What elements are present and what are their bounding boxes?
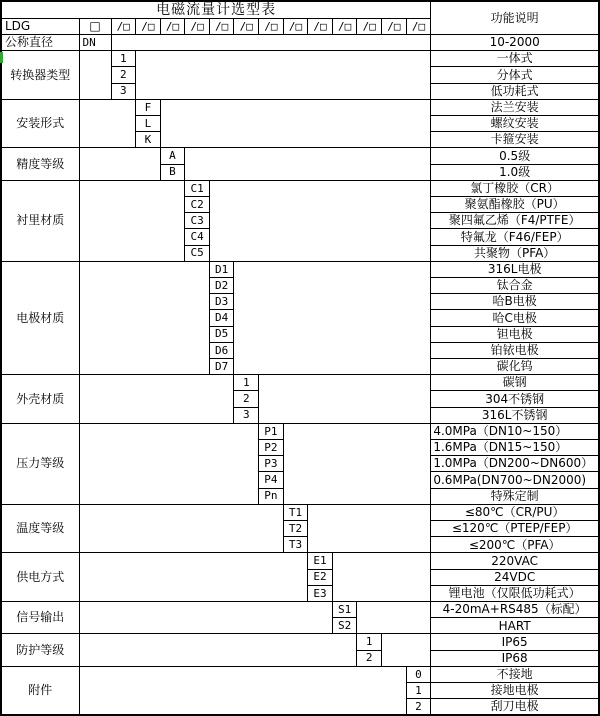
model-slot-2: /□ <box>136 18 161 34</box>
code-cell-6-0: P1 <box>259 423 284 439</box>
code-cell-2-1: B <box>160 164 185 180</box>
left-spacer-4 <box>79 261 209 374</box>
code-cell-8-2: E3 <box>308 585 333 601</box>
function-cell-11-2: 刮刀电极 <box>431 699 599 715</box>
function-cell-1-0: 法兰安装 <box>431 99 599 115</box>
code-cell-3-2: C3 <box>185 213 210 229</box>
category-label-3: 衬里材质 <box>1 180 79 261</box>
function-cell-11-1: 接地电极 <box>431 683 599 699</box>
code-cell-5-1: 2 <box>234 391 259 407</box>
function-column-header: 功能说明 <box>431 1 599 34</box>
function-cell-6-1: 1.6MPa（DN15~150） <box>431 439 599 455</box>
function-cell-0-0: 一体式 <box>431 51 599 67</box>
code-cell-6-1: P2 <box>259 439 284 455</box>
model-slot-4: /□ <box>185 18 210 34</box>
code-cell-4-3: D4 <box>209 310 234 326</box>
function-cell-5-0: 碳钢 <box>431 375 599 391</box>
model-box: □ <box>79 18 111 34</box>
function-cell-5-2: 316L不锈钢 <box>431 407 599 423</box>
function-cell-8-2: 锂电池（仅限低功耗式） <box>431 585 599 601</box>
code-cell-11-0: 0 <box>406 666 431 682</box>
model-slot-5: /□ <box>209 18 234 34</box>
function-cell-7-0: ≤80℃（CR/PU） <box>431 504 599 520</box>
category-label-2: 精度等级 <box>1 148 79 180</box>
model-slot-6: /□ <box>234 18 259 34</box>
function-cell-6-3: 0.6MPa(DN700~DN2000) <box>431 472 599 488</box>
code-cell-9-0: S1 <box>332 602 357 618</box>
left-spacer-9 <box>79 602 332 634</box>
right-spacer-5 <box>259 375 431 424</box>
left-spacer-6 <box>79 423 259 504</box>
code-cell-3-1: C2 <box>185 196 210 212</box>
model-slot-12: /□ <box>382 18 407 34</box>
function-cell-10-1: IP68 <box>431 650 599 666</box>
model-slot-9: /□ <box>308 18 333 34</box>
category-label-4: 电极材质 <box>1 261 79 374</box>
function-cell-1-1: 螺纹安装 <box>431 115 599 131</box>
model-slot-11: /□ <box>357 18 382 34</box>
category-label-7: 温度等级 <box>1 504 79 553</box>
model-prefix: LDG <box>1 18 79 34</box>
category-label-10: 防护等级 <box>1 634 79 666</box>
code-cell-1-1: L <box>136 115 161 131</box>
code-cell-7-2: T3 <box>283 537 308 553</box>
code-cell-8-0: E1 <box>308 553 333 569</box>
code-cell-0-0: 1 <box>111 51 136 67</box>
function-cell-diameter: 10-2000 <box>431 34 599 50</box>
function-cell-3-0: 氯丁橡胶（CR） <box>431 180 599 196</box>
table-title: 电磁流量计选型表 <box>1 1 431 18</box>
right-spacer-3 <box>209 180 430 261</box>
code-cell-11-1: 1 <box>406 683 431 699</box>
spacer-cell <box>111 34 431 50</box>
model-slot-8: /□ <box>283 18 308 34</box>
model-slot-1: /□ <box>111 18 136 34</box>
left-spacer-1 <box>79 99 136 148</box>
function-cell-5-1: 304不锈钢 <box>431 391 599 407</box>
left-spacer-8 <box>79 553 308 602</box>
function-cell-8-1: 24VDC <box>431 569 599 585</box>
left-spacer-11 <box>79 666 406 715</box>
code-cell-6-4: Pn <box>259 488 284 504</box>
function-cell-1-2: 卡箍安装 <box>431 132 599 148</box>
code-cell-4-0: D1 <box>209 261 234 277</box>
scan-artifact-green <box>0 52 3 63</box>
function-cell-2-1: 1.0级 <box>431 164 599 180</box>
function-cell-10-0: IP65 <box>431 634 599 650</box>
right-spacer-0 <box>136 51 431 100</box>
function-cell-9-0: 4-20mA+RS485（标配） <box>431 602 599 618</box>
code-cell-4-2: D3 <box>209 294 234 310</box>
function-cell-4-4: 钽电极 <box>431 326 599 342</box>
function-cell-3-2: 聚四氟乙烯（F4/PTFE） <box>431 213 599 229</box>
function-cell-0-1: 分体式 <box>431 67 599 83</box>
code-cell-7-1: T2 <box>283 521 308 537</box>
code-cell-11-2: 2 <box>406 699 431 715</box>
code-cell-10-1: 2 <box>357 650 382 666</box>
model-slot-7: /□ <box>259 18 284 34</box>
code-cell-1-2: K <box>136 132 161 148</box>
category-label-11: 附件 <box>1 666 79 715</box>
right-spacer-8 <box>332 553 430 602</box>
left-spacer-2 <box>79 148 160 180</box>
model-slot-10: /□ <box>332 18 357 34</box>
function-cell-11-0: 不接地 <box>431 666 599 682</box>
code-cell-9-1: S2 <box>332 618 357 634</box>
function-cell-4-2: 哈B电极 <box>431 294 599 310</box>
function-cell-6-2: 1.0MPa（DN200~DN600） <box>431 456 599 472</box>
function-cell-4-5: 铂铱电极 <box>431 342 599 358</box>
code-cell-1-0: F <box>136 99 161 115</box>
right-spacer-2 <box>185 148 431 180</box>
category-label-9: 信号输出 <box>1 602 79 634</box>
category-label-8: 供电方式 <box>1 553 79 602</box>
right-spacer-4 <box>234 261 431 374</box>
code-cell-5-2: 3 <box>234 407 259 423</box>
function-cell-4-1: 钛合金 <box>431 277 599 293</box>
function-cell-2-0: 0.5级 <box>431 148 599 164</box>
left-spacer-7 <box>79 504 283 553</box>
function-cell-7-1: ≤120℃（PTEP/FEP） <box>431 521 599 537</box>
code-cell-4-6: D7 <box>209 358 234 374</box>
right-spacer-10 <box>382 634 431 666</box>
function-cell-3-1: 聚氨酯橡胶（PU） <box>431 196 599 212</box>
code-cell-3-0: C1 <box>185 180 210 196</box>
code-cell-4-4: D5 <box>209 326 234 342</box>
left-spacer-10 <box>79 634 357 666</box>
code-cell-2-0: A <box>160 148 185 164</box>
function-cell-3-4: 共聚物（PFA） <box>431 245 599 261</box>
function-cell-6-0: 4.0MPa（DN10~150） <box>431 423 599 439</box>
category-label-diameter: 公称直径 <box>1 34 79 50</box>
function-cell-6-4: 特殊定制 <box>431 488 599 504</box>
code-cell-10-0: 1 <box>357 634 382 650</box>
right-spacer-7 <box>308 504 431 553</box>
right-spacer-9 <box>357 602 431 634</box>
function-cell-3-3: 特氟龙（F46/FEP） <box>431 229 599 245</box>
code-cell-3-3: C4 <box>185 229 210 245</box>
function-cell-4-0: 316L电极 <box>431 261 599 277</box>
code-cell-4-5: D6 <box>209 342 234 358</box>
category-label-0: 转换器类型 <box>1 51 79 100</box>
function-cell-4-6: 碳化钨 <box>431 358 599 374</box>
right-spacer-6 <box>283 423 431 504</box>
code-cell-dn: DN <box>79 34 111 50</box>
left-spacer-3 <box>79 180 185 261</box>
category-label-1: 安装形式 <box>1 99 79 148</box>
category-label-6: 压力等级 <box>1 423 79 504</box>
function-cell-9-1: HART <box>431 618 599 634</box>
left-spacer-0 <box>79 51 111 100</box>
model-slot-13: /□ <box>406 18 431 34</box>
function-cell-4-3: 哈C电极 <box>431 310 599 326</box>
model-slot-3: /□ <box>160 18 185 34</box>
function-cell-7-2: ≤200℃（PFA） <box>431 537 599 553</box>
code-cell-6-3: P4 <box>259 472 284 488</box>
category-label-5: 外壳材质 <box>1 375 79 424</box>
right-spacer-1 <box>160 99 431 148</box>
left-spacer-5 <box>79 375 234 424</box>
function-cell-8-0: 220VAC <box>431 553 599 569</box>
code-cell-4-1: D2 <box>209 277 234 293</box>
code-cell-5-0: 1 <box>234 375 259 391</box>
code-cell-7-0: T1 <box>283 504 308 520</box>
function-cell-0-2: 低功耗式 <box>431 83 599 99</box>
code-cell-6-2: P3 <box>259 456 284 472</box>
code-cell-8-1: E2 <box>308 569 333 585</box>
code-cell-3-4: C5 <box>185 245 210 261</box>
code-cell-0-2: 3 <box>111 83 136 99</box>
code-cell-0-1: 2 <box>111 67 136 83</box>
